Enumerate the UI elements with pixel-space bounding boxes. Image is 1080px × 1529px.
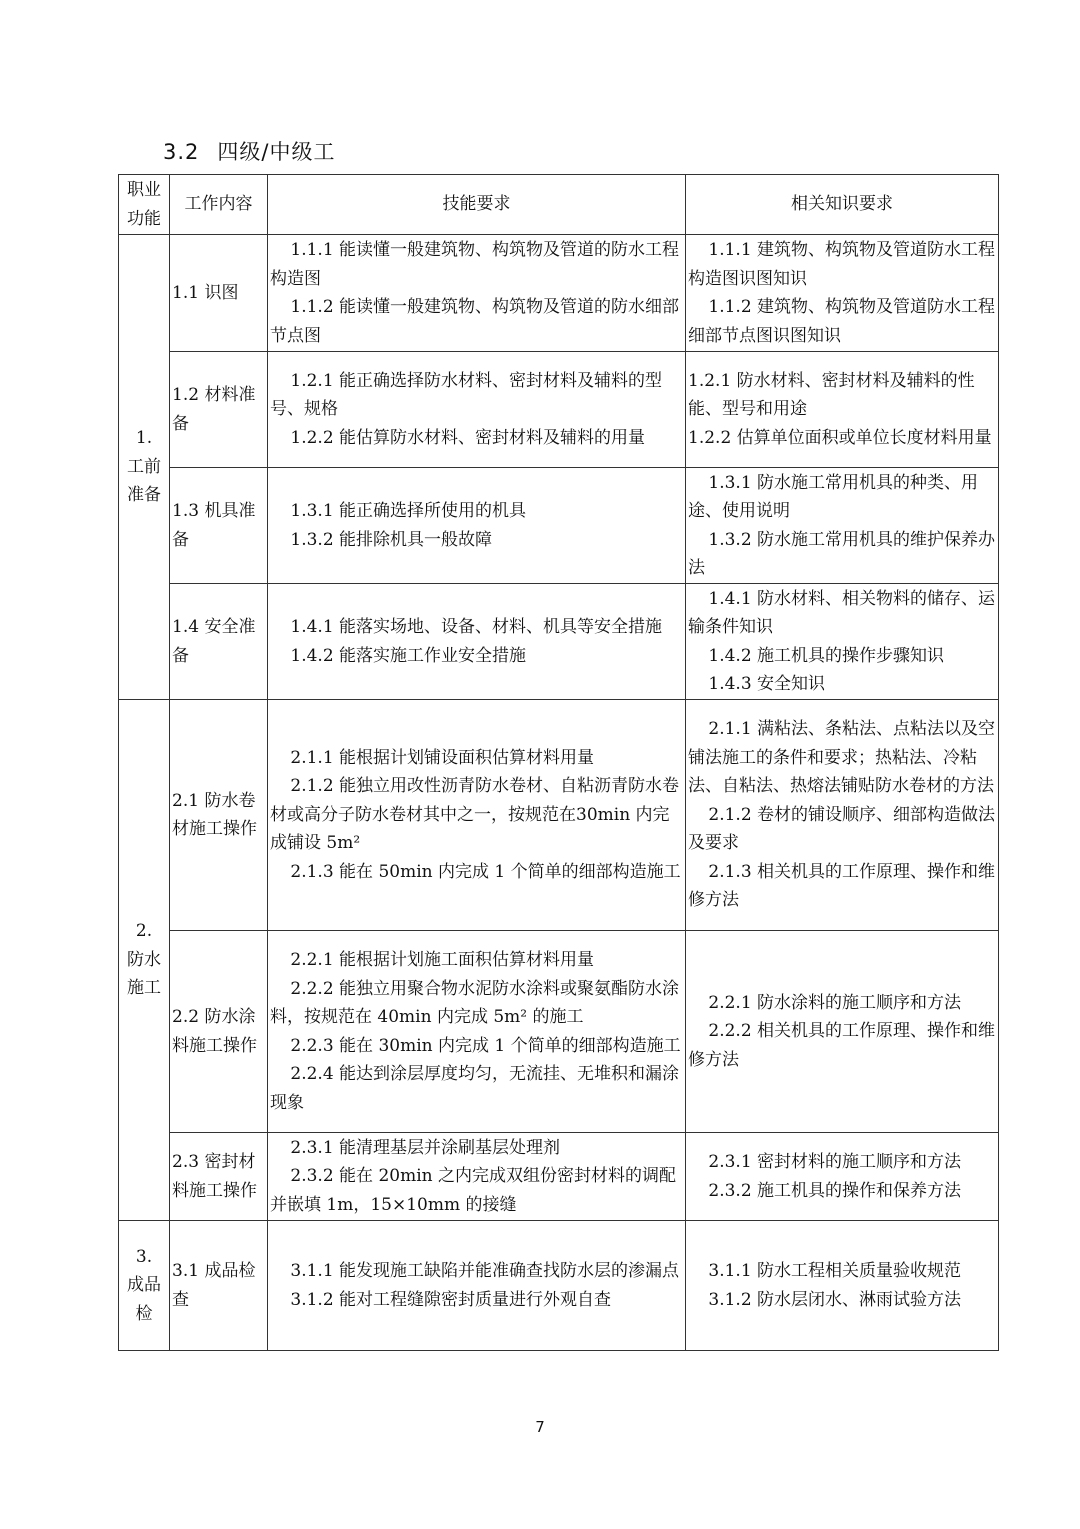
- knowledge-item: 2.1.3 相关机具的工作原理、操作和维修方法: [688, 861, 996, 911]
- table-row: [119, 700, 999, 931]
- knowledge-item: 1.2.2 估算单位面积或单位长度材料用量: [688, 427, 992, 448]
- skill-item: 2.1.3 能在 50min 内完成 1 个简单的细部构造施工: [290, 861, 681, 882]
- skill-item: 3.1.1 能发现施工缺陷并能准确查找防水层的渗漏点: [290, 1261, 680, 1281]
- knowledge-item: 2.2.2 相关机具的工作原理、操作和维修方法: [688, 1021, 996, 1070]
- knowledge-item: 3.1.1 防水工程相关质量验收规范: [708, 1261, 962, 1281]
- skills-cell: [268, 1133, 686, 1221]
- knowledge-item: 1.4.3 安全知识: [708, 674, 826, 694]
- table-row: [119, 584, 999, 700]
- function-number: 3.: [135, 1246, 153, 1267]
- skills-cell: [268, 352, 686, 468]
- knowledge-item: 2.1.1 满粘法、条粘法、点粘法以及空铺法施工的条件和要求；热粘法、冷粘法、自粘法、热熔法铺贴防水卷材的方法: [688, 719, 996, 797]
- skills-cell: [268, 468, 686, 584]
- knowledge-item: 1.1.2 建筑物、构筑物及管道防水工程细部节点图识图知识: [688, 297, 996, 346]
- knowledge-item: 1.1.1 建筑物、构筑物及管道防水工程构造图识图知识: [688, 240, 996, 289]
- knowledge-cell: [686, 235, 999, 352]
- skills-cell: [268, 235, 686, 352]
- skill-item: 2.3.1 能清理基层并涂刷基层处理剂: [290, 1137, 561, 1158]
- function-number: 2.: [135, 921, 153, 942]
- knowledge-cell: [686, 1133, 999, 1221]
- skill-item: 1.2.2 能估算防水材料、密封材料及辅料的用量: [290, 427, 646, 448]
- knowledge-cell: [686, 584, 999, 700]
- header-function: 职业功能: [119, 175, 170, 235]
- knowledge-item: 1.4.1 防水材料、相关物料的储存、运输条件知识: [688, 588, 996, 637]
- table-row: [119, 352, 999, 468]
- skill-item: 1.3.2 能排除机具一般故障: [290, 529, 493, 550]
- function-name: 成品检: [127, 1275, 161, 1324]
- content-cell: 1.4 安全准备: [170, 584, 268, 700]
- content-cell: 1.3 机具准备: [170, 468, 268, 584]
- function-cell: [119, 235, 170, 700]
- content-cell: 3.1 成品检查: [170, 1221, 268, 1351]
- skill-item: 1.4.2 能落实施工作业安全措施: [290, 645, 527, 666]
- skill-item: 2.2.2 能独立用聚合物水泥防水涂料或聚氨酯防水涂料，按规范在 40min 内完成 5m² 的施工: [270, 978, 680, 1027]
- section-heading: 四级/中级工: [217, 140, 336, 164]
- function-name: 工前准备: [127, 456, 161, 506]
- skill-item: 1.4.1 能落实场地、设备、材料、机具等安全措施: [290, 617, 663, 637]
- function-number: 1.: [135, 428, 153, 449]
- skill-item: 1.3.1 能正确选择所使用的机具: [290, 501, 527, 521]
- header-skills: 技能要求: [268, 175, 686, 235]
- knowledge-cell: [686, 352, 999, 468]
- knowledge-item: 2.3.2 施工机具的操作和保养方法: [708, 1180, 962, 1201]
- skill-item: 3.1.2 能对工程缝隙密封质量进行外观自查: [290, 1289, 612, 1310]
- skill-item: 1.1.1 能读懂一般建筑物、构筑物及管道的防水工程构造图: [270, 240, 680, 289]
- knowledge-item: 2.1.2 卷材的铺设顺序、细部构造做法及要求: [688, 804, 996, 854]
- header-knowledge: 相关知识要求: [686, 175, 999, 235]
- table-row: [119, 1133, 999, 1221]
- section-number: 3.2: [163, 140, 200, 164]
- skills-cell: [268, 931, 686, 1133]
- knowledge-item: 1.3.1 防水施工常用机具的种类、用途、使用说明: [688, 472, 979, 521]
- skill-item: 2.2.4 能达到涂层厚度均匀，无流挂、无堆积和漏涂现象: [270, 1064, 680, 1113]
- header-content: 工作内容: [170, 175, 268, 235]
- knowledge-item: 2.3.1 密封材料的施工顺序和方法: [708, 1152, 962, 1172]
- knowledge-item: 2.2.1 防水涂料的施工顺序和方法: [708, 992, 962, 1013]
- table-row: [119, 468, 999, 584]
- knowledge-item: 1.4.2 施工机具的操作步骤知识: [708, 645, 945, 666]
- table-row: [119, 931, 999, 1133]
- skill-item: 2.3.2 能在 20min 之内完成双组份密封材料的调配并嵌填 1m，15×10mm 的接缝: [270, 1166, 676, 1215]
- function-cell: [119, 1221, 170, 1351]
- function-cell: [119, 700, 170, 1221]
- content-cell: 1.1 识图: [170, 235, 268, 352]
- skill-item: 2.2.3 能在 30min 内完成 1 个简单的细部构造施工: [290, 1035, 681, 1056]
- section-title: [163, 136, 335, 166]
- knowledge-item: 1.2.1 防水材料、密封材料及辅料的性能、型号和用途: [688, 370, 975, 420]
- skills-cell: [268, 584, 686, 700]
- skill-item: 2.1.1 能根据计划铺设面积估算材料用量: [290, 747, 595, 768]
- skill-item: 2.1.2 能独立用改性沥青防水卷材、自粘沥青防水卷材或高分子防水卷材其中之一，按规范在30min 内完成铺设 5m²: [270, 776, 680, 854]
- skill-item: 2.2.1 能根据计划施工面积估算材料用量: [290, 950, 595, 970]
- knowledge-cell: [686, 1221, 999, 1351]
- skill-item: 1.2.1 能正确选择防水材料、密封材料及辅料的型号、规格: [270, 370, 663, 420]
- table-row: [119, 235, 999, 352]
- content-cell: 1.2 材料准备: [170, 352, 268, 468]
- skills-cell: [268, 1221, 686, 1351]
- knowledge-cell: [686, 468, 999, 584]
- content-cell: 2.1 防水卷材施工操作: [170, 700, 268, 931]
- table-header-row: [119, 175, 999, 235]
- skill-requirements-table: [118, 174, 999, 1351]
- knowledge-cell: [686, 700, 999, 931]
- skill-item: 1.1.2 能读懂一般建筑物、构筑物及管道的防水细部节点图: [270, 297, 680, 346]
- function-name: 防水施工: [127, 949, 161, 999]
- content-cell: 2.2 防水涂料施工操作: [170, 931, 268, 1133]
- page-number: 7: [535, 1418, 545, 1436]
- table-row: [119, 1221, 999, 1351]
- knowledge-item: 3.1.2 防水层闭水、淋雨试验方法: [708, 1289, 962, 1310]
- knowledge-item: 1.3.2 防水施工常用机具的维护保养办法: [688, 529, 996, 578]
- skills-cell: [268, 700, 686, 931]
- knowledge-cell: [686, 931, 999, 1133]
- content-cell: 2.3 密封材料施工操作: [170, 1133, 268, 1221]
